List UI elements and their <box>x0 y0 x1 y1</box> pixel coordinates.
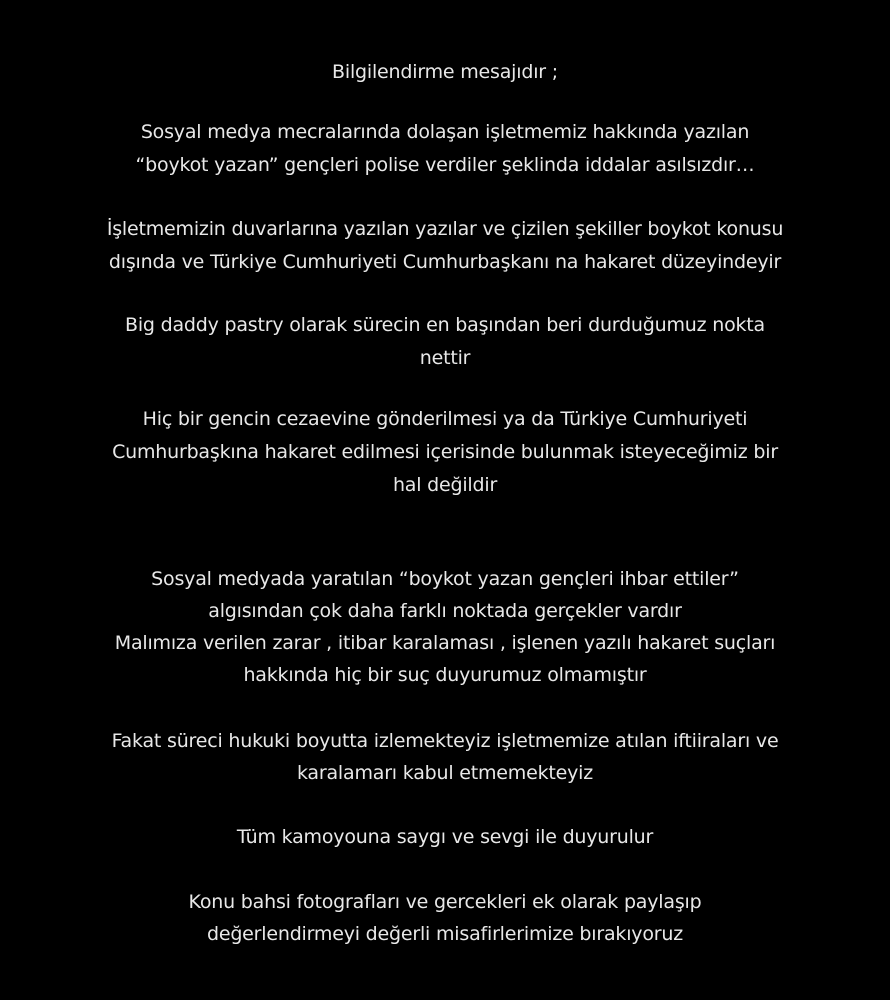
paragraph-6-line-2: karalamarı kabul etmemekteyiz <box>296 762 594 784</box>
paragraph-3-line-2: nettir <box>419 347 471 369</box>
announcement-title: Bilgilendirme mesajıdır ; <box>332 61 558 83</box>
paragraph-2-line-2: dışında ve Türkiye Cumhuriyeti Cumhurbaşkanı na hakaret düzeyindeyir <box>108 251 782 273</box>
paragraph-2-line-1: İşletmemizin duvarlarına yazılan yazılar ve çizilen şekiller boykot konusu <box>106 218 784 240</box>
paragraph-1-line-1: Sosyal medya mecralarında dolaşan işletmemiz hakkında yazılan <box>140 121 750 143</box>
paragraph-4-line-1: Hiç bir gencin cezaevine gönderilmesi ya da Türkiye Cumhuriyeti <box>142 408 748 430</box>
paragraph-4-line-3: hal değildir <box>392 474 498 496</box>
paragraph-1-line-2: “boykot yazan” gençleri polise verdiler şeklinda iddalar asılsızdır… <box>135 154 755 176</box>
paragraph-6-line-1: Fakat süreci hukuki boyutta izlemekteyiz işletmemize atılan iftiiraları ve <box>111 730 779 752</box>
paragraph-4-line-2: Cumhurbaşkına hakaret edilmesi içerisinde bulunmak isteyeceğimiz bir <box>112 441 778 463</box>
paragraph-5-line-4: hakkında hiç bir suç duyurumuz olmamıştır <box>243 664 647 686</box>
paragraph-8-line-1: Konu bahsi fotografları ve gercekleri ek olarak paylaşıp <box>188 891 702 913</box>
paragraph-5-line-1: Sosyal medyada yaratılan “boykot yazan gençleri ihbar ettiler” <box>151 568 739 590</box>
paragraph-3-line-1: Big daddy pastry olarak sürecin en başından beri durduğumuz nokta <box>124 314 765 336</box>
paragraph-7-line-1: Tüm kamoyouna saygı ve sevgi ile duyurulur <box>236 826 654 848</box>
paragraph-8-line-2: değerlendirmeyi değerli misafirlerimize bırakıyoruz <box>206 923 684 945</box>
paragraph-5-line-2: algısından çok daha farklı noktada gerçekler vardır <box>208 600 682 622</box>
paragraph-5-line-3: Malımıza verilen zarar , itibar karalaması , işlenen yazılı hakaret suçları <box>114 632 776 654</box>
